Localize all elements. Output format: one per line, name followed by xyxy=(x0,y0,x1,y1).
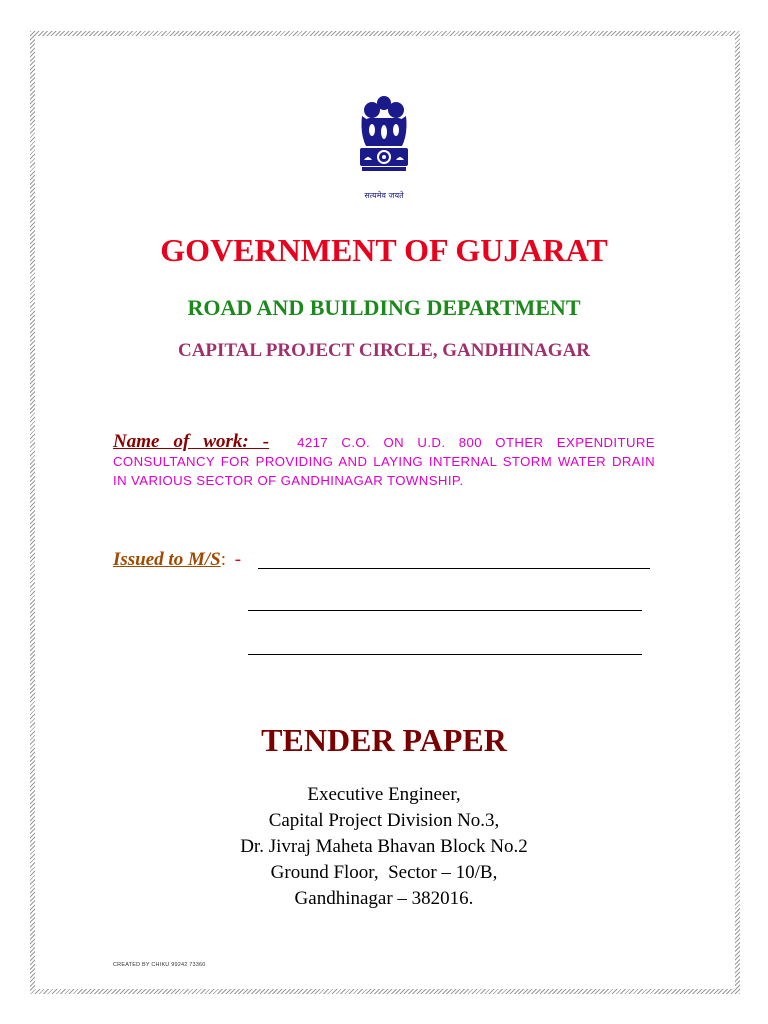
national-emblem-icon xyxy=(352,94,416,206)
address-line: Gandhinagar – 382016. xyxy=(294,888,474,909)
address-line: Ground Floor, Sector – 10/B, xyxy=(270,862,498,883)
issued-to-blank-line-1[interactable] xyxy=(258,568,650,569)
name-of-work-block xyxy=(113,432,655,490)
issued-to-blank-line-3[interactable] xyxy=(248,654,642,655)
address-line: Executive Engineer, xyxy=(307,784,461,805)
emblem-motto: सत्यमेव जयते xyxy=(364,191,404,200)
government-title: GOVERNMENT OF GUJARAT xyxy=(160,232,608,268)
circle-title: CAPITAL PROJECT CIRCLE, GANDHINAGAR xyxy=(177,340,591,361)
issued-to-separator: : xyxy=(220,549,226,570)
tender-paper-title: TENDER PAPER xyxy=(261,722,507,758)
address-line: Capital Project Division No.3, xyxy=(268,810,500,831)
issued-to-dash: - xyxy=(234,549,242,570)
department-title: ROAD AND BUILDING DEPARTMENT xyxy=(187,295,581,320)
issued-to-block xyxy=(113,549,241,571)
address-block xyxy=(0,782,768,912)
name-of-work-label: Name of work: - xyxy=(113,431,270,452)
issued-to-label: Issued to M/S xyxy=(113,549,221,570)
address-line: Dr. Jivraj Maheta Bhavan Block No.2 xyxy=(240,836,528,857)
name-of-work-text: 4217 C.O. ON U.D. 800 OTHER EXPENDITURE CONSULTANCY FOR PROVIDING AND LAYING INTERNAL STORM WATER DRAIN IN VARIOUS SECTOR OF GANDHINAGAR TOWNSHIP. xyxy=(113,435,655,488)
issued-to-blank-line-2[interactable] xyxy=(248,610,642,611)
created-by-footer: CREATED BY CHIKU 99242 73360 xyxy=(113,962,206,968)
